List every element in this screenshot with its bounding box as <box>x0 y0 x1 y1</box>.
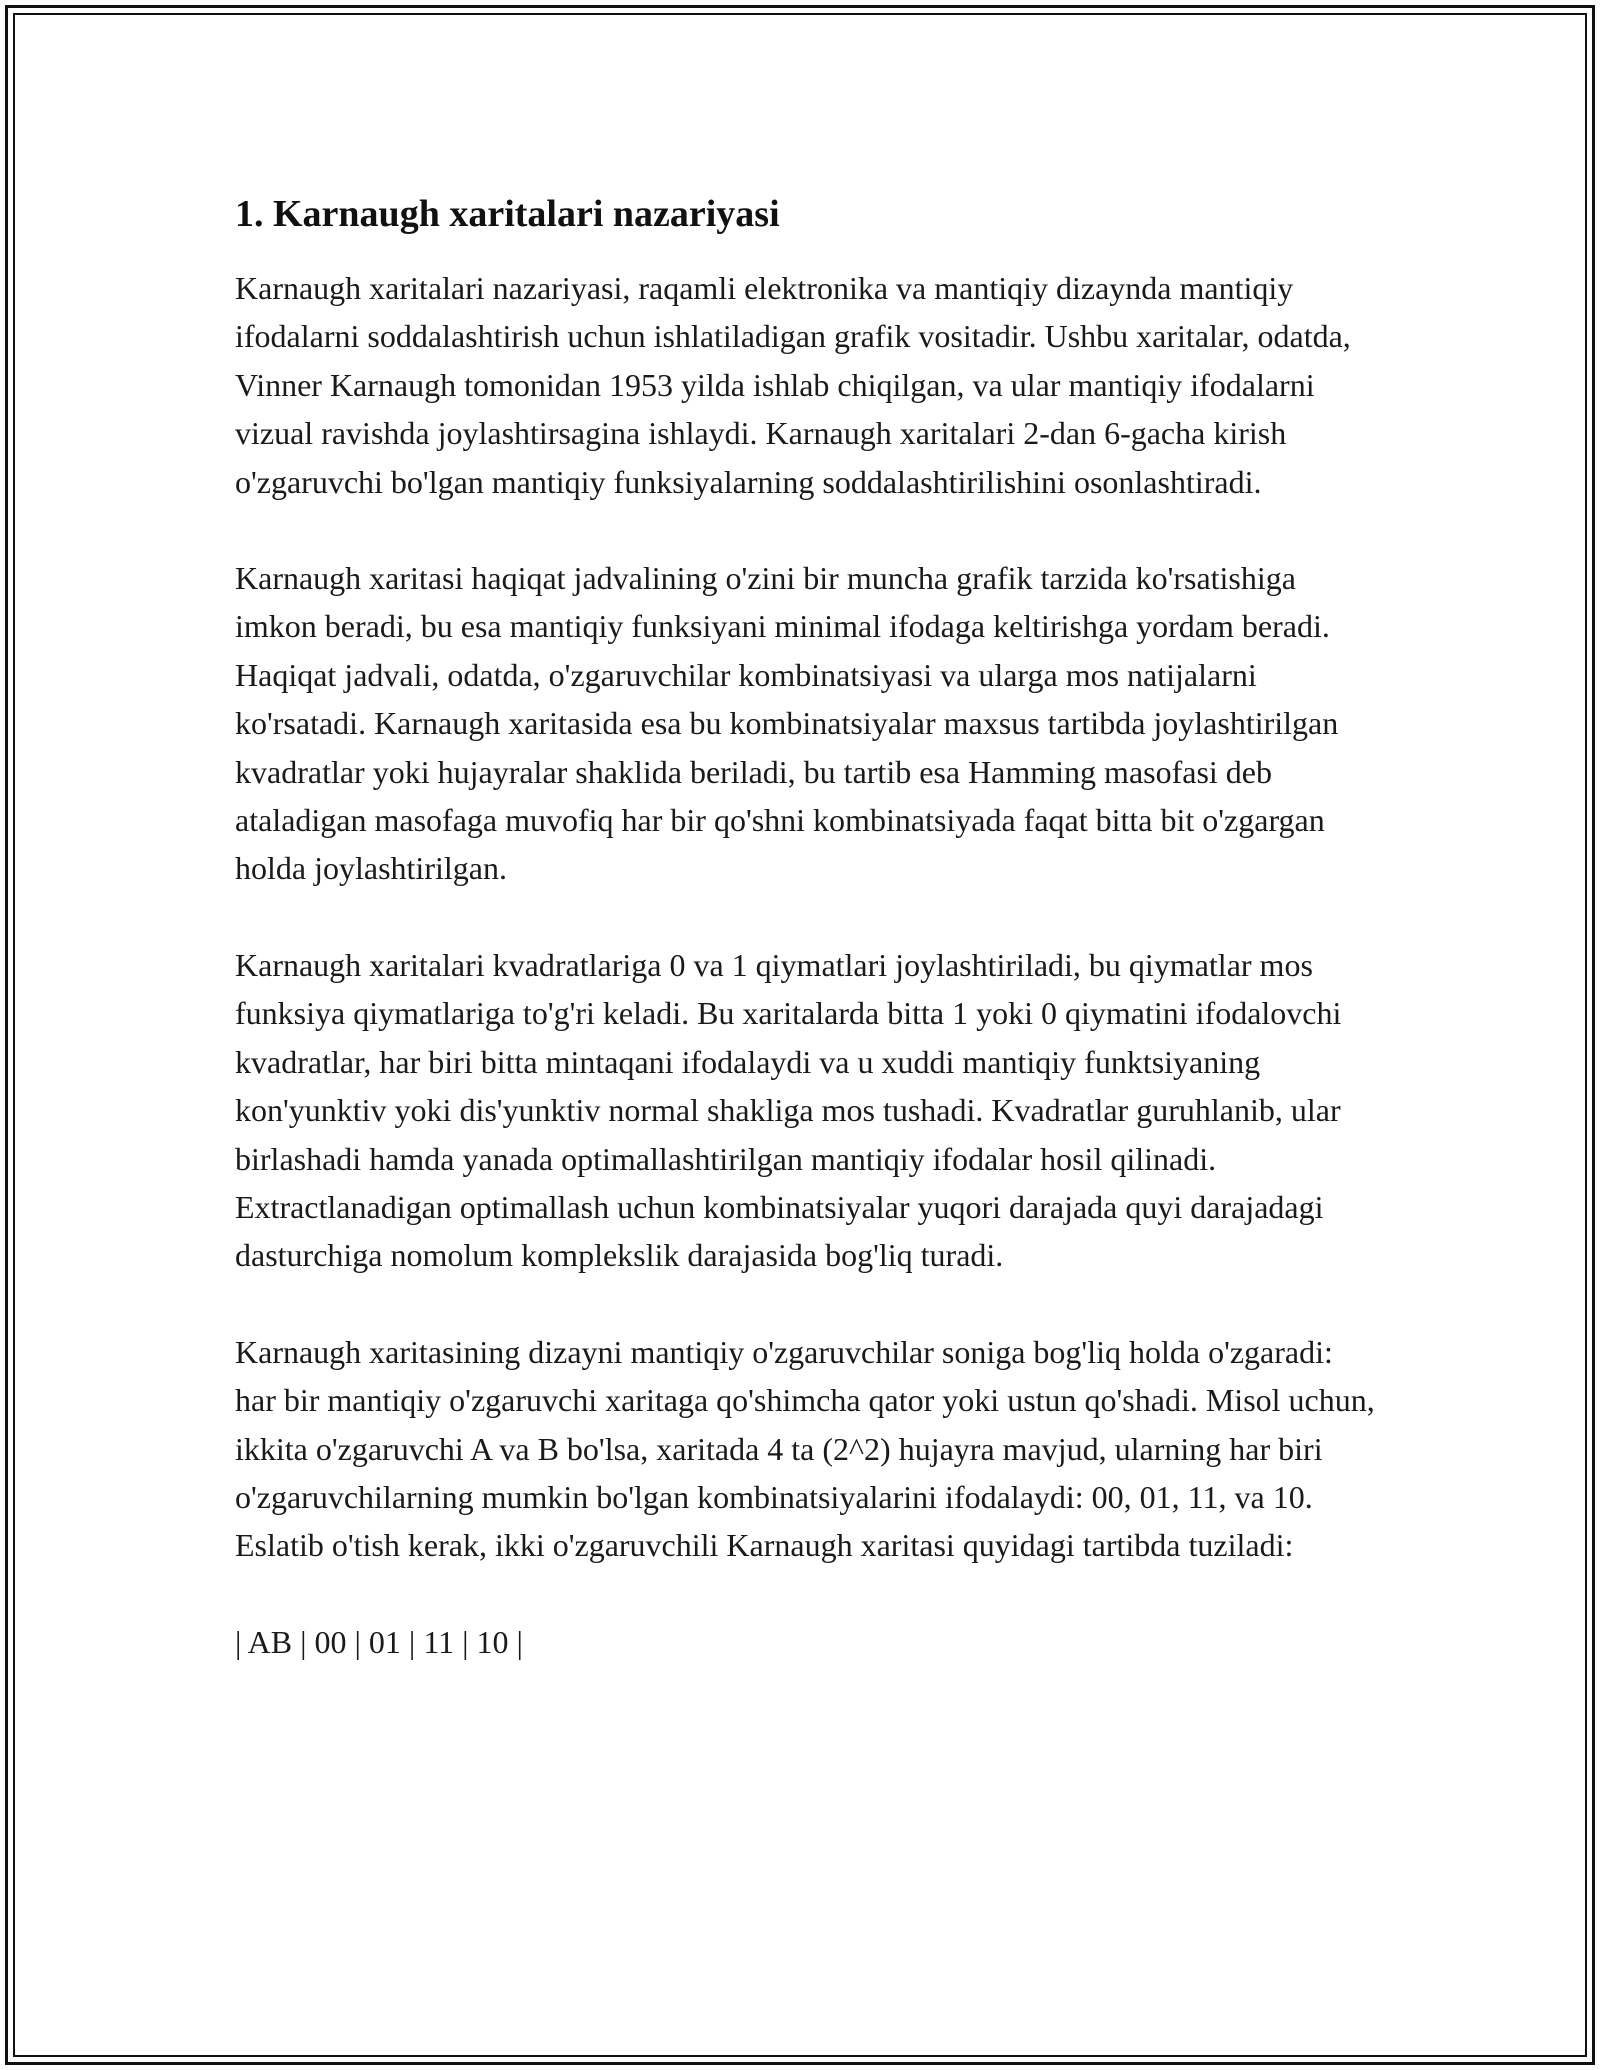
paragraph-truth-table: Karnaugh xaritasi haqiqat jadvalining o'zini bir muncha grafik tarzida ko'rsatishiga imkon beradi, bu esa mantiqiy funksiyani minimal ifodaga keltirishga yordam beradi. Haqiqat jadvali, odatda, o'zgaruvchilar kombinatsiyasi va ularga mos natijalarni ko'rsatadi. Karnaugh xaritasida esa bu kombinatsiyalar maxsus tartibda joylashtirilgan kvadratlar yoki hujayralar shaklida beriladi, bu tartib esa Hamming masofasi deb ataladigan masofaga muvofiq har bir qo'shni kombinatsiyada faqat bitta bit o'zgargan holda joylashtirilgan. <box>235 560 1339 887</box>
paragraph-cell-values: Karnaugh xaritalari kvadratlariga 0 va 1 qiymatlari joylashtiriladi, bu qiymatlar mos funksiya qiymatlariga to'g'ri keladi. Bu xaritalarda bitta 1 yoki 0 qiymatini ifodalovchi kvadratlar, har biri bitta mintaqani ifodalaydi va u xuddi mantiqiy funktsiyaning kon'yunktiv yoki dis'yunktiv normal shakliga mos tushadi. Kvadratlar guruhlanib, ular birlashadi hamda yanada optimallashtirilgan mantiqiy ifodalar hosil qilinadi. Extractlanadigan optimallash uchun kombinatsiyalar yuqori darajada quyi darajadagi dasturchiga nomolum komplekslik darajasida bog'liq turadi. <box>235 946 1342 1274</box>
section-heading: 1. Karnaugh xaritalari nazariyasi <box>235 193 780 235</box>
paragraph-map-design: Karnaugh xaritasining dizayni mantiqiy o'zgaruvchilar soniga bog'liq holda o'zgaradi: har bir mantiqiy o'zgaruvchi xaritaga qo'shimcha qator yoki ustun qo'shadi. Misol uchun, ikkita o'zgaruvchi A va B bo'lsa, xaritada 4 ta (2^2) hujayra mavjud, ularning har biri o'zgaruvchilarning mumkin bo'lgan kombinatsiyalarini ifodalaydi: 00, 01, 11, va 10. Eslatib o'tish kerak, ikki o'zgaruvchili Karnaugh xaritasi quyidagi tartibda tuziladi: <box>235 1333 1375 1564</box>
document-body <box>235 186 1375 1714</box>
karnaugh-table-header-line: | AB | 00 | 01 | 11 | 10 | <box>235 1623 523 1660</box>
paragraph-intro: Karnaugh xaritalari nazariyasi, raqamli elektronika va mantiqiy dizaynda mantiqiy ifodalarni soddalashtirish uchun ishlatiladigan grafik vositadir. Ushbu xaritalar, odatda, Vinner Karnaugh tomonidan 1953 yilda ishlab chiqilgan, va ular mantiqiy ifodalarni vizual ravishda joylashtirsagina ishlaydi. Karnaugh xaritalari 2-dan 6-gacha kirish o'zgaruvchi bo'lgan mantiqiy funksiyalarning soddalashtirilishini osonlashtiradi. <box>235 270 1351 500</box>
